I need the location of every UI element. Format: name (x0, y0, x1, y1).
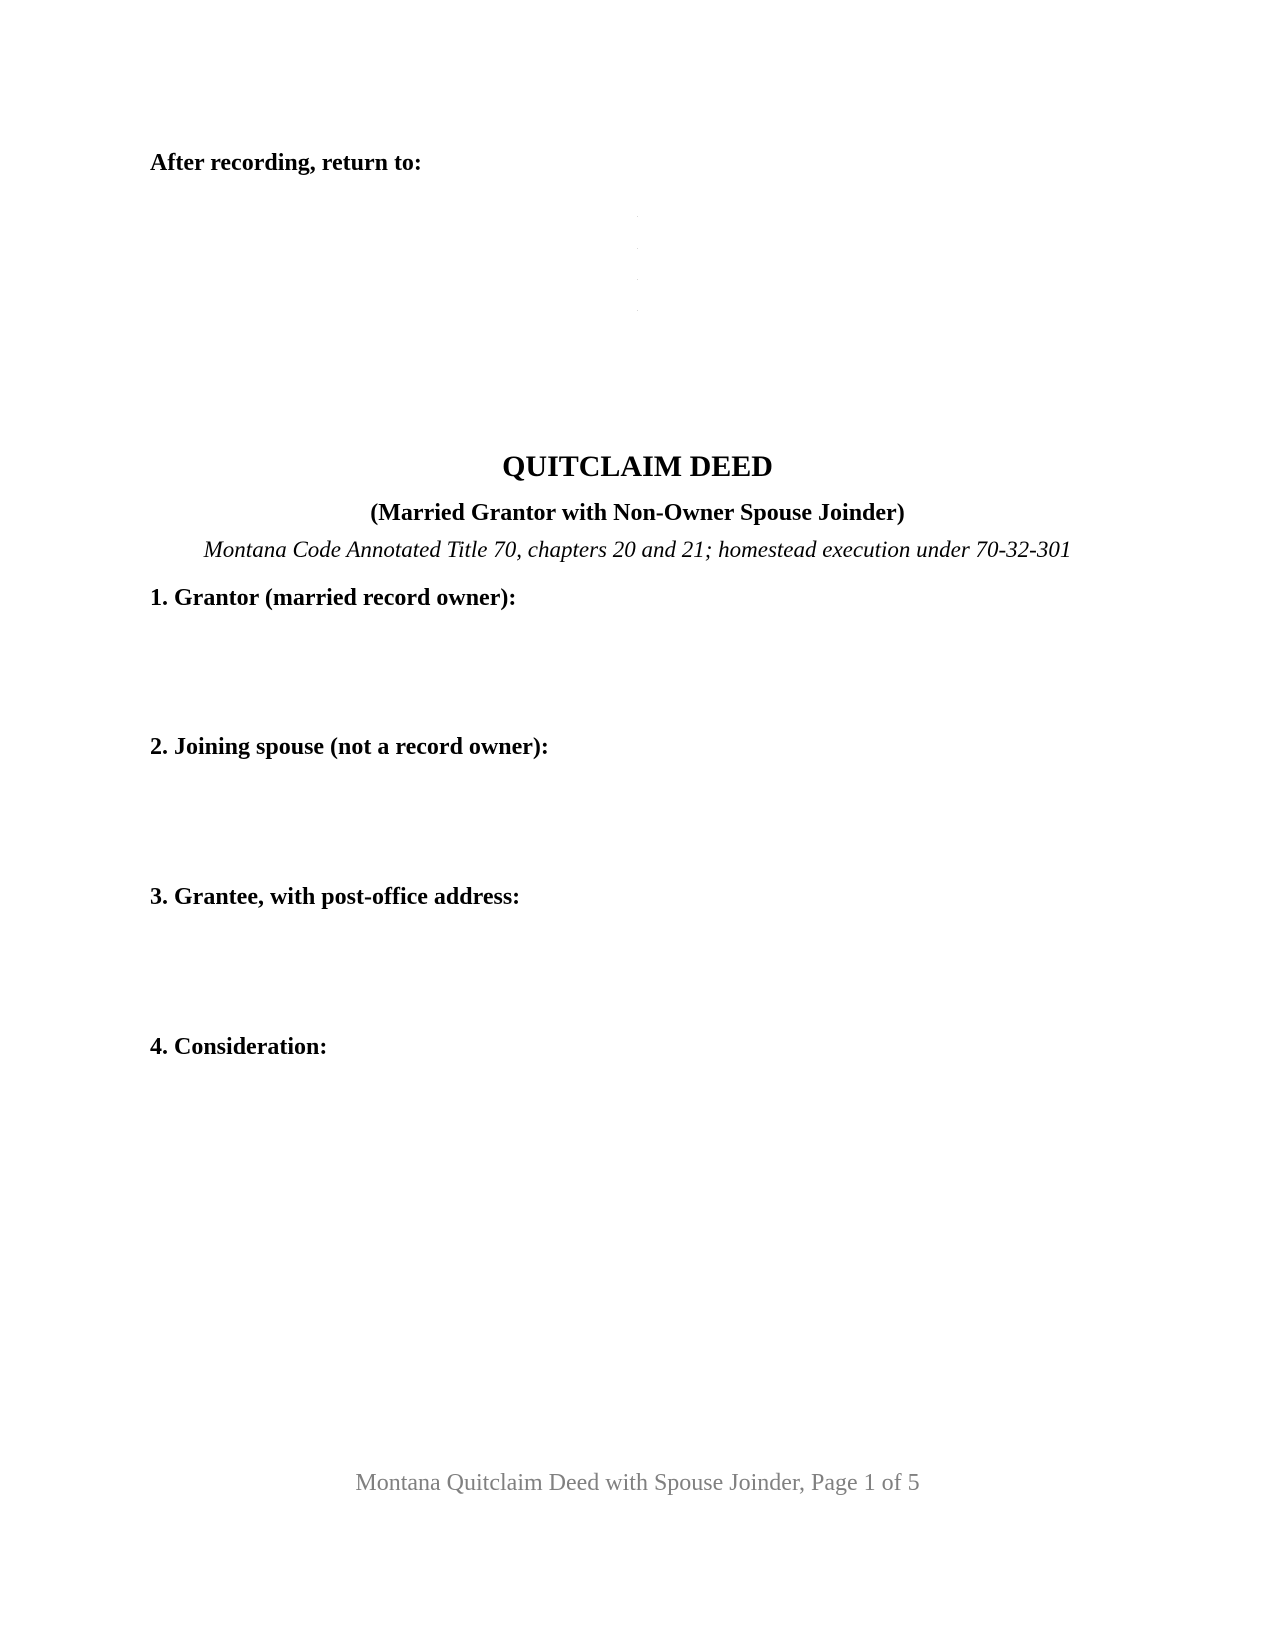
document-title: QUITCLAIM DEED (502, 450, 773, 483)
return-to-label: After recording, return to: (150, 150, 422, 176)
scan-speck (637, 279, 638, 280)
section-heading-grantee: 3. Grantee, with post-office address: (150, 884, 521, 910)
page-footer: Montana Quitclaim Deed with Spouse Joinder, Page 1 of 5 (355, 1470, 920, 1496)
scan-speck (637, 248, 638, 249)
section-heading-joining-spouse: 2. Joining spouse (not a record owner): (150, 734, 549, 760)
section-heading-grantor: 1. Grantor (married record owner): (150, 585, 517, 611)
section-heading-consideration: 4. Consideration: (150, 1034, 328, 1060)
scan-speck (637, 216, 638, 217)
document-subtitle: (Married Grantor with Non-Owner Spouse Joinder) (370, 500, 905, 526)
scan-speck (637, 310, 638, 311)
statute-reference: Montana Code Annotated Title 70, chapters 20 and 21; homestead execution under 70-32-301 (203, 537, 1072, 562)
